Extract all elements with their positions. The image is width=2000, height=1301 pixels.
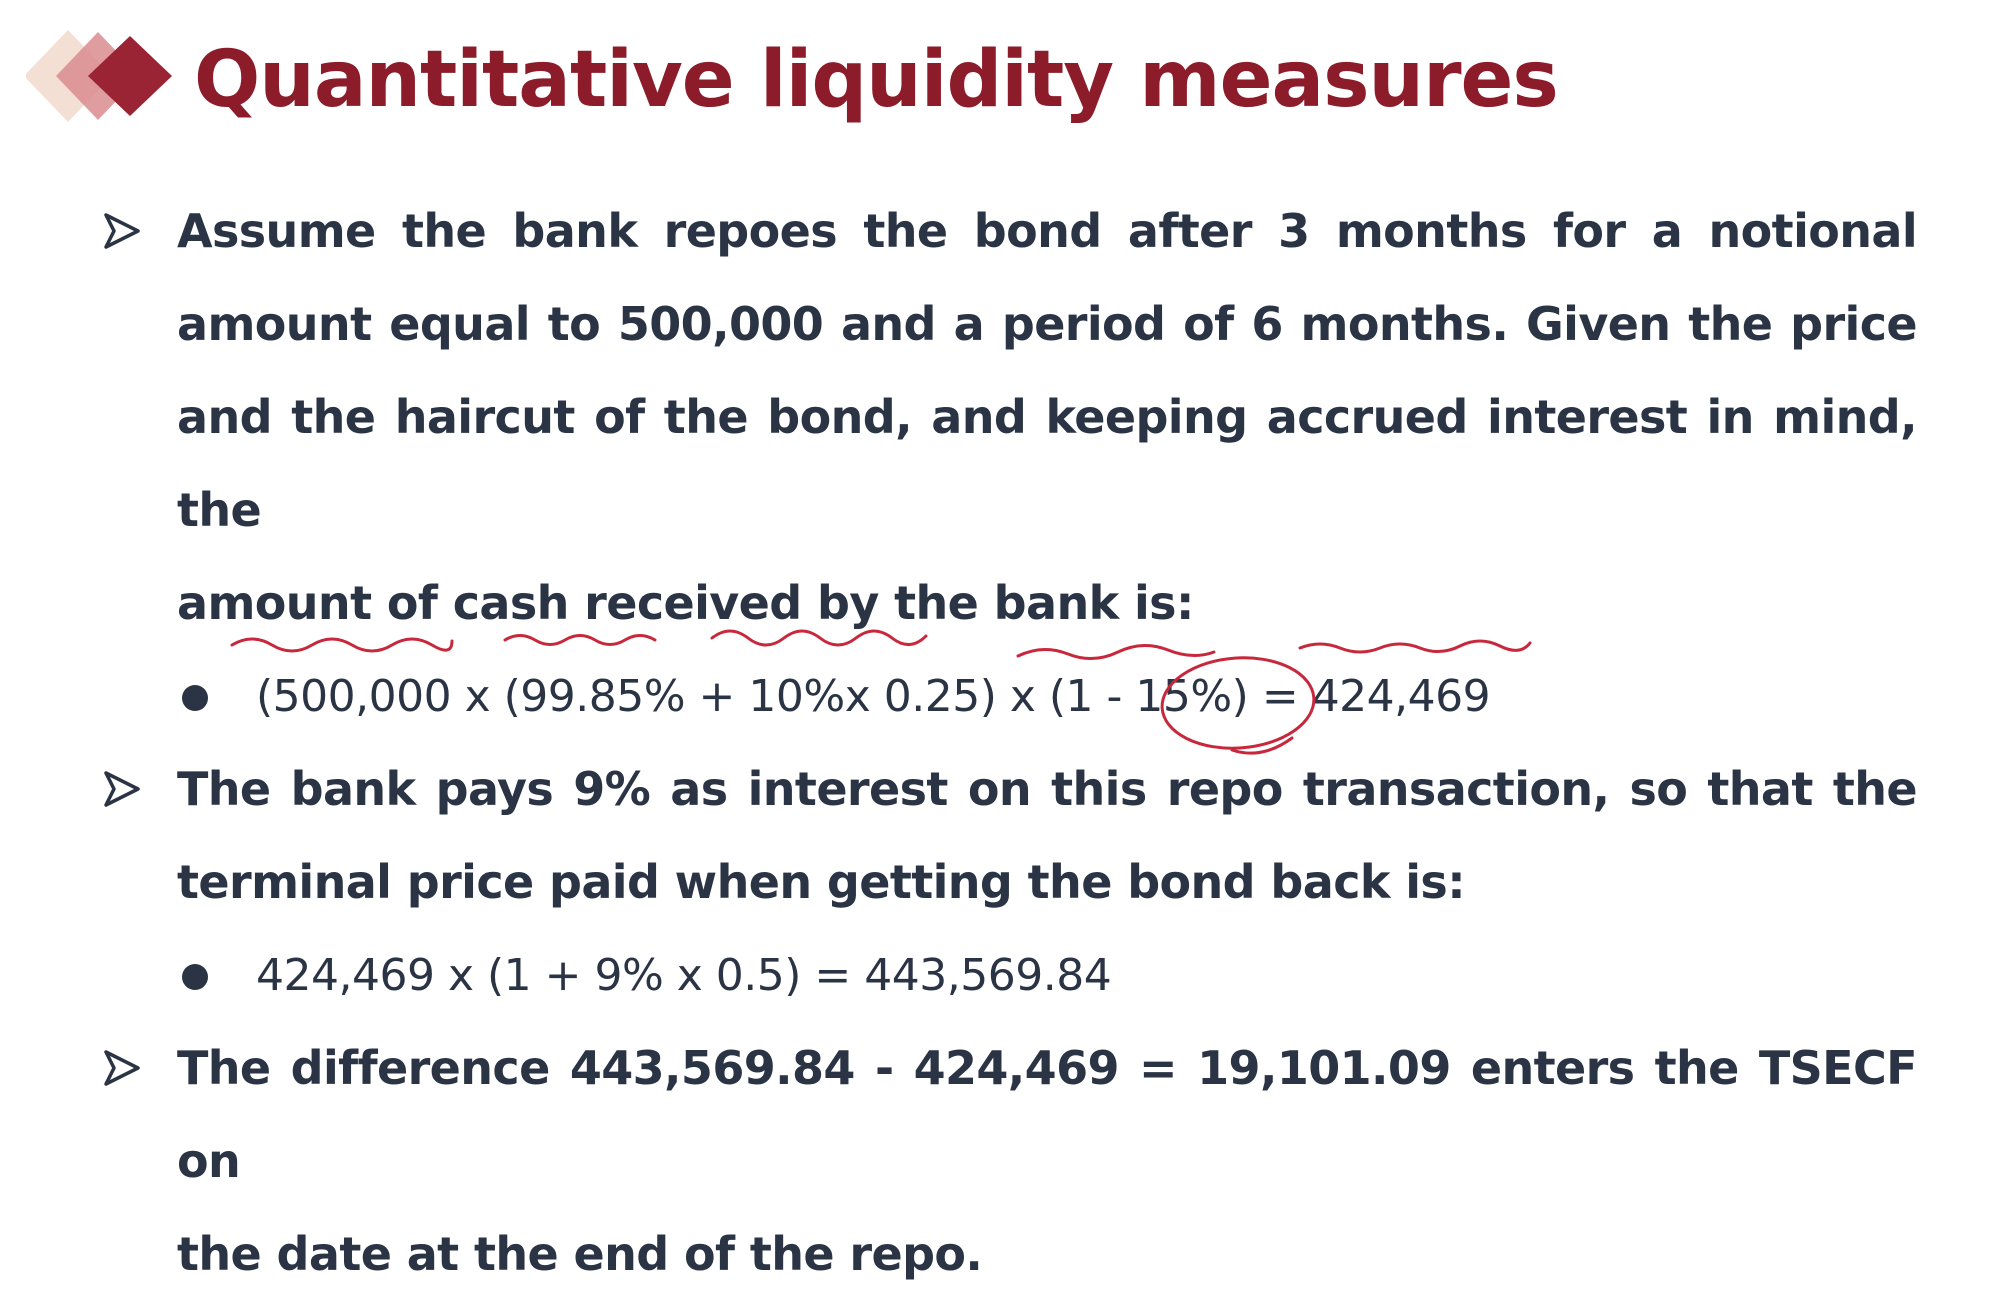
- bullet-paragraph: [177, 743, 1917, 929]
- formula-text: 424,469 x (1 + 9% x 0.5) = 443,569.84: [256, 950, 1112, 1001]
- paragraph-line: amount of cash received by the bank is:: [177, 576, 1194, 630]
- arrow-bullet-icon: [100, 1046, 144, 1090]
- paragraph-line: and the haircut of the bond, and keeping accrued interest in mind, the: [177, 390, 1917, 537]
- page-title: Quantitative liquidity measures: [194, 35, 1558, 125]
- bullet-item: [100, 743, 1920, 1022]
- bullet-item: [100, 185, 1920, 743]
- arrow-bullet-icon: [100, 209, 144, 253]
- bullet-paragraph: [177, 185, 1917, 650]
- slide-body: [100, 185, 1920, 1301]
- formula-text: (500,000 x (99.85% + 10%x 0.25) x (1 - 15%) = 424,469: [256, 671, 1491, 722]
- formula-item: [182, 650, 1920, 743]
- bullet-paragraph: [177, 1022, 1917, 1301]
- bullet-item: [100, 1022, 1920, 1301]
- paragraph-line: amount equal to 500,000 and a period of 6 months. Given the price: [177, 297, 1917, 351]
- paragraph-line: The difference 443,569.84 - 424,469 = 19,101.09 enters the TSECF on: [177, 1041, 1917, 1188]
- dot-bullet-icon: [182, 685, 208, 711]
- dot-bullet-icon: [182, 964, 208, 990]
- paragraph-line: Assume the bank repoes the bond after 3 months for a notional: [177, 204, 1917, 258]
- paragraph-line: the date at the end of the repo.: [177, 1227, 983, 1281]
- formula-item: [182, 929, 1920, 1022]
- diamond-logo-icon: [26, 28, 176, 128]
- paragraph-line: The bank pays 9% as interest on this repo transaction, so that the: [177, 762, 1917, 816]
- paragraph-line: terminal price paid when getting the bond back is:: [177, 855, 1466, 909]
- arrow-bullet-icon: [100, 767, 144, 811]
